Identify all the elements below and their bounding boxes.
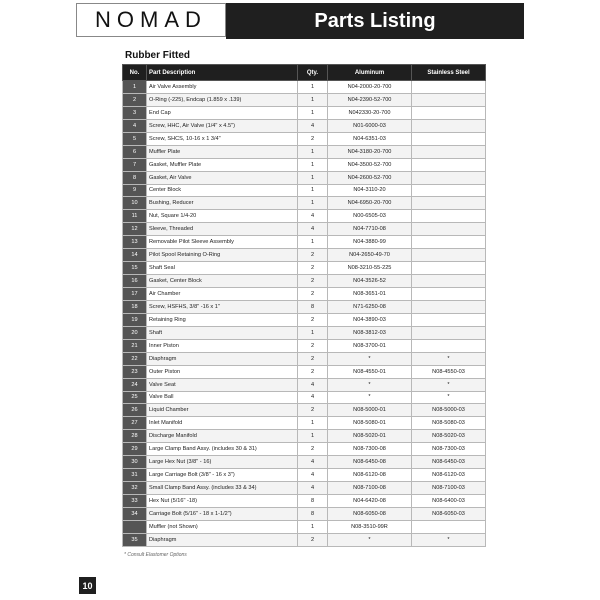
quantity-cell: 2 (298, 443, 328, 456)
part-number-cell: 29 (123, 443, 147, 456)
aluminum-part-cell: N08-3510-99R (328, 520, 412, 533)
stainless-part-cell (412, 197, 486, 210)
aluminum-part-cell: * (328, 533, 412, 546)
aluminum-part-cell: N08-6050-08 (328, 507, 412, 520)
part-number-cell: 2 (123, 93, 147, 106)
quantity-cell: 2 (298, 352, 328, 365)
part-number-cell: 4 (123, 119, 147, 132)
table-row (123, 443, 486, 456)
stainless-part-cell (412, 249, 486, 262)
part-description-cell: Large Carriage Bolt (3/8" - 16 x 3") (147, 469, 298, 482)
part-description-cell: Large Hex Nut (3/8" - 16) (147, 456, 298, 469)
quantity-cell: 8 (298, 495, 328, 508)
table-row (123, 352, 486, 365)
quantity-cell: 1 (298, 106, 328, 119)
table-row (123, 482, 486, 495)
aluminum-part-cell: N04-2000-20-700 (328, 81, 412, 94)
part-number-cell: 26 (123, 404, 147, 417)
part-number-cell: 14 (123, 249, 147, 262)
part-number-cell: 15 (123, 262, 147, 275)
part-number-cell: 11 (123, 210, 147, 223)
part-number-cell: 33 (123, 495, 147, 508)
part-description-cell: End Cap (147, 106, 298, 119)
quantity-cell: 4 (298, 223, 328, 236)
quantity-cell: 1 (298, 145, 328, 158)
table-row (123, 210, 486, 223)
table-row (123, 313, 486, 326)
part-description-cell: Shaft Seal (147, 262, 298, 275)
quantity-cell: 2 (298, 249, 328, 262)
part-description-cell: Diaphragm (147, 352, 298, 365)
part-number-cell: 18 (123, 300, 147, 313)
stainless-part-cell: * (412, 391, 486, 404)
table-row (123, 339, 486, 352)
part-description-cell: Inlet Manifold (147, 417, 298, 430)
stainless-part-cell: N08-6400-03 (412, 495, 486, 508)
stainless-part-cell: * (412, 378, 486, 391)
part-description-cell: Discharge Manifold (147, 430, 298, 443)
aluminum-part-cell: N04-6420-08 (328, 495, 412, 508)
part-description-cell: Sleeve, Threaded (147, 223, 298, 236)
stainless-part-cell (412, 81, 486, 94)
part-number-cell: 9 (123, 184, 147, 197)
table-row (123, 391, 486, 404)
stainless-part-cell (412, 236, 486, 249)
part-description-cell: Gasket, Air Valve (147, 171, 298, 184)
part-number-cell: 31 (123, 469, 147, 482)
aluminum-part-cell: N04-6950-20-700 (328, 197, 412, 210)
part-number-cell: 10 (123, 197, 147, 210)
part-description-cell: Muffler Plate (147, 145, 298, 158)
aluminum-part-cell: N04-3500-52-700 (328, 158, 412, 171)
part-description-cell: Inner Piston (147, 339, 298, 352)
stainless-part-cell (412, 93, 486, 106)
table-row (123, 119, 486, 132)
part-description-cell: Hex Nut (5/16" -18) (147, 495, 298, 508)
quantity-cell: 8 (298, 300, 328, 313)
table-row (123, 93, 486, 106)
quantity-cell: 1 (298, 197, 328, 210)
part-number-cell (123, 520, 147, 533)
aluminum-part-cell: N08-6450-08 (328, 456, 412, 469)
stainless-part-cell: N08-5000-03 (412, 404, 486, 417)
table-row (123, 81, 486, 94)
part-description-cell: Removable Pilot Sleeve Assembly (147, 236, 298, 249)
part-number-cell: 5 (123, 132, 147, 145)
column-header-no: No. (123, 65, 147, 81)
table-row (123, 275, 486, 288)
stainless-part-cell (412, 171, 486, 184)
table-row (123, 262, 486, 275)
part-description-cell: Air Chamber (147, 288, 298, 301)
parts-table-body (123, 81, 486, 547)
stainless-part-cell (412, 106, 486, 119)
part-description-cell: Valve Seat (147, 378, 298, 391)
aluminum-part-cell: N08-5020-01 (328, 430, 412, 443)
part-description-cell: Carriage Bolt (5/16" - 18 x 1-1/2") (147, 507, 298, 520)
table-row (123, 326, 486, 339)
quantity-cell: 8 (298, 507, 328, 520)
quantity-cell: 2 (298, 288, 328, 301)
part-description-cell: Retaining Ring (147, 313, 298, 326)
quantity-cell: 4 (298, 119, 328, 132)
part-number-cell: 20 (123, 326, 147, 339)
aluminum-part-cell: N08-6120-08 (328, 469, 412, 482)
part-description-cell: O-Ring (-225), Endcap (1.859 x .139) (147, 93, 298, 106)
quantity-cell: 4 (298, 482, 328, 495)
table-row (123, 145, 486, 158)
table-row (123, 495, 486, 508)
quantity-cell: 1 (298, 236, 328, 249)
column-header-qty: Qty. (298, 65, 328, 81)
table-row (123, 430, 486, 443)
quantity-cell: 1 (298, 93, 328, 106)
part-number-cell: 32 (123, 482, 147, 495)
aluminum-part-cell: N04-2650-49-70 (328, 249, 412, 262)
aluminum-part-cell: N08-3210-55-225 (328, 262, 412, 275)
aluminum-part-cell: N04-3526-52 (328, 275, 412, 288)
part-description-cell: Muffler (not Shown) (147, 520, 298, 533)
part-number-cell: 6 (123, 145, 147, 158)
table-row (123, 236, 486, 249)
stainless-part-cell: N08-4550-03 (412, 365, 486, 378)
part-description-cell: Pilot Spool Retaining O-Ring (147, 249, 298, 262)
aluminum-part-cell: N04-2390-52-700 (328, 93, 412, 106)
part-description-cell: Bushing, Reducer (147, 197, 298, 210)
aluminum-part-cell: N01-6000-03 (328, 119, 412, 132)
part-description-cell: Screw, SHCS, 10-16 x 1 3/4" (147, 132, 298, 145)
quantity-cell: 2 (298, 132, 328, 145)
part-number-cell: 34 (123, 507, 147, 520)
table-row (123, 533, 486, 546)
stainless-part-cell (412, 145, 486, 158)
aluminum-part-cell: N71-6250-08 (328, 300, 412, 313)
part-number-cell: 17 (123, 288, 147, 301)
quantity-cell: 4 (298, 378, 328, 391)
table-row (123, 404, 486, 417)
page-header (76, 3, 524, 39)
aluminum-part-cell: N04-2600-52-700 (328, 171, 412, 184)
part-description-cell: Screw, HSFHS, 3/8" -16 x 1" (147, 300, 298, 313)
column-header-description: Part Description (147, 65, 298, 81)
stainless-part-cell (412, 313, 486, 326)
page-title: Parts Listing (226, 3, 524, 39)
table-row (123, 132, 486, 145)
aluminum-part-cell: N08-7100-08 (328, 482, 412, 495)
part-description-cell: Gasket, Center Block (147, 275, 298, 288)
part-description-cell: Shaft (147, 326, 298, 339)
stainless-part-cell: N08-7100-03 (412, 482, 486, 495)
table-row (123, 520, 486, 533)
brand-logo: NOMAD (76, 3, 226, 37)
page-number: 10 (79, 577, 96, 594)
part-description-cell: Small Clamp Band Assy. (includes 33 & 34) (147, 482, 298, 495)
aluminum-part-cell: N04-7710-08 (328, 223, 412, 236)
part-description-cell: Air Valve Assembly (147, 81, 298, 94)
stainless-part-cell (412, 184, 486, 197)
stainless-part-cell: N08-5080-03 (412, 417, 486, 430)
stainless-part-cell: * (412, 533, 486, 546)
stainless-part-cell (412, 262, 486, 275)
aluminum-part-cell: N00-6505-03 (328, 210, 412, 223)
part-number-cell: 22 (123, 352, 147, 365)
quantity-cell: 1 (298, 184, 328, 197)
stainless-part-cell (412, 326, 486, 339)
table-row (123, 197, 486, 210)
aluminum-part-cell: N08-7300-08 (328, 443, 412, 456)
part-number-cell: 21 (123, 339, 147, 352)
quantity-cell: 2 (298, 365, 328, 378)
stainless-part-cell (412, 288, 486, 301)
aluminum-part-cell: N08-5080-01 (328, 417, 412, 430)
aluminum-part-cell: * (328, 352, 412, 365)
column-header-stainless: Stainless Steel (412, 65, 486, 81)
part-number-cell: 7 (123, 158, 147, 171)
quantity-cell: 2 (298, 262, 328, 275)
quantity-cell: 2 (298, 275, 328, 288)
table-row (123, 365, 486, 378)
table-row (123, 158, 486, 171)
stainless-part-cell (412, 339, 486, 352)
part-description-cell: Center Block (147, 184, 298, 197)
stainless-part-cell (412, 300, 486, 313)
part-number-cell: 1 (123, 81, 147, 94)
column-header-aluminum: Aluminum (328, 65, 412, 81)
table-row (123, 171, 486, 184)
aluminum-part-cell: * (328, 378, 412, 391)
part-number-cell: 3 (123, 106, 147, 119)
quantity-cell: 4 (298, 391, 328, 404)
part-description-cell: Liquid Chamber (147, 404, 298, 417)
quantity-cell: 1 (298, 326, 328, 339)
part-number-cell: 8 (123, 171, 147, 184)
part-number-cell: 19 (123, 313, 147, 326)
quantity-cell: 1 (298, 520, 328, 533)
stainless-part-cell: N08-6120-03 (412, 469, 486, 482)
table-row (123, 456, 486, 469)
aluminum-part-cell: N04-3890-03 (328, 313, 412, 326)
stainless-part-cell: N08-5020-03 (412, 430, 486, 443)
quantity-cell: 1 (298, 158, 328, 171)
table-row (123, 249, 486, 262)
quantity-cell: 4 (298, 456, 328, 469)
part-description-cell: Gasket, Muffler Plate (147, 158, 298, 171)
part-description-cell: Outer Piston (147, 365, 298, 378)
quantity-cell: 2 (298, 404, 328, 417)
stainless-part-cell (412, 119, 486, 132)
table-row (123, 223, 486, 236)
part-number-cell: 27 (123, 417, 147, 430)
quantity-cell: 2 (298, 339, 328, 352)
part-number-cell: 30 (123, 456, 147, 469)
quantity-cell: 4 (298, 210, 328, 223)
aluminum-part-cell: N042330-20-700 (328, 106, 412, 119)
quantity-cell: 1 (298, 417, 328, 430)
table-row (123, 184, 486, 197)
table-row (123, 106, 486, 119)
table-header-row (123, 65, 486, 81)
part-number-cell: 23 (123, 365, 147, 378)
quantity-cell: 1 (298, 81, 328, 94)
part-description-cell: Valve Ball (147, 391, 298, 404)
stainless-part-cell (412, 158, 486, 171)
aluminum-part-cell: N08-3700-01 (328, 339, 412, 352)
quantity-cell: 2 (298, 313, 328, 326)
stainless-part-cell (412, 132, 486, 145)
aluminum-part-cell: * (328, 391, 412, 404)
table-row (123, 469, 486, 482)
part-description-cell: Large Clamp Band Assy. (includes 30 & 31) (147, 443, 298, 456)
part-description-cell: Screw, HHC, Air Valve (1/4" x 4.5") (147, 119, 298, 132)
part-number-cell: 13 (123, 236, 147, 249)
footnote: * Consult Elastomer Options (124, 552, 187, 558)
section-title: Rubber Fitted (125, 50, 190, 61)
part-number-cell: 28 (123, 430, 147, 443)
table-row (123, 378, 486, 391)
quantity-cell: 1 (298, 430, 328, 443)
stainless-part-cell: N08-6450-03 (412, 456, 486, 469)
aluminum-part-cell: N08-3651-01 (328, 288, 412, 301)
stainless-part-cell (412, 223, 486, 236)
table-row (123, 288, 486, 301)
part-number-cell: 12 (123, 223, 147, 236)
quantity-cell: 1 (298, 171, 328, 184)
table-row (123, 300, 486, 313)
stainless-part-cell (412, 520, 486, 533)
part-description-cell: Nut, Square 1/4-20 (147, 210, 298, 223)
part-number-cell: 35 (123, 533, 147, 546)
stainless-part-cell: * (412, 352, 486, 365)
stainless-part-cell (412, 210, 486, 223)
quantity-cell: 4 (298, 469, 328, 482)
part-description-cell: Diaphragm (147, 533, 298, 546)
aluminum-part-cell: N04-3880-99 (328, 236, 412, 249)
part-number-cell: 16 (123, 275, 147, 288)
aluminum-part-cell: N08-5000-01 (328, 404, 412, 417)
aluminum-part-cell: N08-4550-01 (328, 365, 412, 378)
stainless-part-cell (412, 275, 486, 288)
parts-table (122, 64, 486, 547)
aluminum-part-cell: N04-6351-03 (328, 132, 412, 145)
part-number-cell: 25 (123, 391, 147, 404)
part-number-cell: 24 (123, 378, 147, 391)
table-row (123, 417, 486, 430)
aluminum-part-cell: N04-3110-20 (328, 184, 412, 197)
table-row (123, 507, 486, 520)
aluminum-part-cell: N08-3812-03 (328, 326, 412, 339)
quantity-cell: 2 (298, 533, 328, 546)
stainless-part-cell: N08-7300-03 (412, 443, 486, 456)
stainless-part-cell: N08-6050-03 (412, 507, 486, 520)
aluminum-part-cell: N04-3180-20-700 (328, 145, 412, 158)
